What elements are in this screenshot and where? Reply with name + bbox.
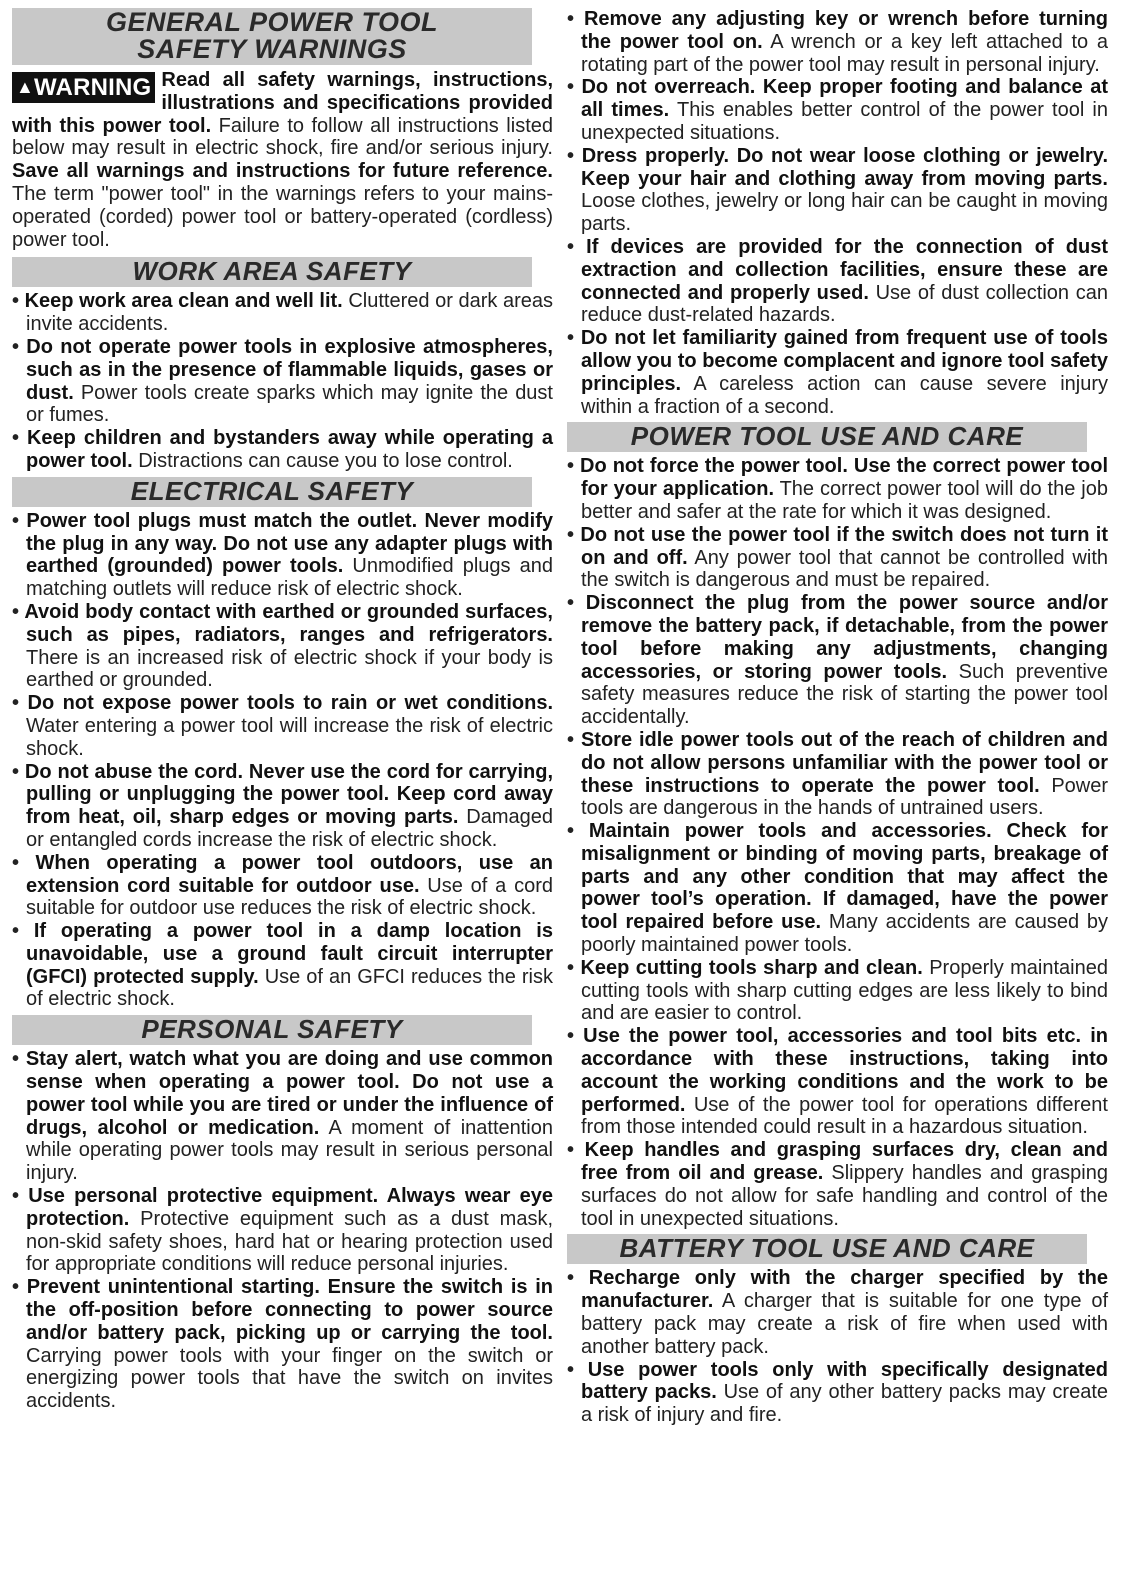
item-text: There is an increased risk of electric shock if your body is earthed or grounded. (26, 646, 553, 692)
electrical-list (12, 510, 553, 1012)
right-column (567, 8, 1108, 1591)
intro-bold: Read all safety warnings, instructions, illustrations and specifications provided with this power tool. (12, 69, 553, 137)
item-bold: Remove any adjusting key or wrench before turning the power tool on. (581, 8, 1108, 53)
item-text: Unmodified plugs and matching outlets will reduce risk of electric shock. (26, 555, 553, 601)
list-item: • Disconnect the plug from the power source and/or remove the battery pack, if detachable, from the power tool before making any adjustments, changing accessories, or storing power tools. Such preventive safety measures reduce the risk of starting the power tool accidentally. (567, 592, 1108, 729)
list-item: • Do not use the power tool if the switch does not turn it on and off. Any power tool that cannot be controlled with the switch is dangerous and must be repaired. (567, 523, 1109, 592)
work-area-heading: WORK AREA SAFETY (12, 257, 532, 287)
item-bold: Do not force the power tool. Use the correct power tool for your application. (580, 455, 1108, 501)
item-bold: When operating a power tool outdoors, use an extension cord suitable for outdoor use. (26, 851, 554, 897)
list-item: • Prevent unintentional starting. Ensure the switch is in the off-position before connecting to power source and/or battery pack, picking up or carrying the tool. Carrying power tools with your finger on the switch or energizing power tools that have the switch on invites accidents. (12, 1276, 553, 1413)
battery-list (567, 1267, 1108, 1427)
list-item: • Store idle power tools out of the reach of children and do not allow persons unfamiliar with the power tool or these instructions to operate the power tool. Power tools are dangerous in the hands of untrained users. (567, 728, 1109, 820)
item-bold: Do not use the power tool if the switch does not turn it on and off. (580, 523, 1109, 569)
list-item: • Use the power tool, accessories and tool bits etc. in accordance with these instructions, taking into account the working conditions and the work to be performed. Use of the power tool for operations different from those intended could result in a hazardous situation. (567, 1025, 1108, 1139)
item-bold: Do not overreach. Keep proper footing and balance at all times. (581, 76, 1108, 122)
item-bold: Do not abuse the cord. Never use the cord for carrying, pulling or unplugging the power tool. Keep cord away from heat, oil, sharp edges or moving parts. (24, 760, 554, 829)
item-text: Loose clothes, jewelry or long hair can be caught in moving parts. (581, 190, 1108, 236)
item-text: A wrench or a key left attached to a rotating part of the power tool may result in personal injury. (581, 30, 1108, 76)
list-item: • Keep handles and grasping surfaces dry, clean and free from oil and grease. Slippery handles and grasping surfaces do not allow for safe handling and control of the tool in unexpected situations. (567, 1139, 1108, 1230)
heading-line: GENERAL POWER TOOL (105, 7, 439, 37)
list-item: • Stay alert, watch what you are doing and use common sense when operating a power tool. Do not use a power tool while you are tired or under the influence of drugs, alcohol or medication. A moment of inattention while operating power tools may result in serious personal injury. (12, 1048, 553, 1185)
general-safety-heading (12, 8, 532, 65)
item-text: This enables better control of the power tool in unexpected situations. (581, 99, 1108, 144)
item-bold: Keep work area clean and well lit. (24, 290, 343, 313)
general-warning-intro (12, 69, 553, 251)
list-item: • Use power tools only with specifically designated battery packs. Use of any other battery packs may create a risk of injury and fire. (567, 1358, 1108, 1427)
personal-list (12, 1048, 553, 1413)
personal-continued-list (567, 8, 1108, 418)
intro-text: Failure to follow all instructions listed below may result in electric shock, fire and/or serious injury. (12, 114, 553, 160)
item-bold: If operating a power tool in a damp location is unavoidable, use a ground fault circuit interrupter (GFCI) protected supply. (26, 920, 553, 988)
item-text: The correct power tool will do the job better and safer at the rate for which it was designed. (581, 478, 1108, 523)
item-text: Power tools are dangerous in the hands of untrained users. (581, 774, 1109, 820)
warning-badge-label: WARNING (34, 74, 152, 101)
item-text: Many accidents are caused by poorly maintained power tools. (581, 911, 1109, 957)
electrical-safety-heading: ELECTRICAL SAFETY (12, 477, 532, 507)
list-item: • Use personal protective equipment. Always wear eye protection. Protective equipment such as a dust mask, non-skid safety shoes, hard hat or hearing protection used for appropriate conditions will reduce personal injuries. (12, 1185, 553, 1276)
battery-heading: BATTERY TOOL USE AND CARE (567, 1234, 1087, 1264)
item-text: Use of a cord suitable for outdoor use reduces the risk of electric shock. (26, 874, 553, 920)
item-bold: Maintain power tools and accessories. Check for misalignment or binding of moving parts, breakage of parts and any other condition that may affect the power tool’s operation. If damaged, have the power tool repaired before use. (581, 820, 1108, 934)
item-bold: Use power tools only with specifically designated battery packs. (581, 1358, 1108, 1404)
list-item: • Do not force the power tool. Use the correct power tool for your application. The correct power tool will do the job better and safer at the rate for which it was designed. (567, 455, 1108, 523)
item-text: A charger that is suitable for one type of battery pack may create a risk of fire when used with another battery pack. (581, 1290, 1108, 1358)
item-bold: Keep children and bystanders away while operating a power tool. (26, 427, 553, 472)
list-item: • Do not overreach. Keep proper footing and balance at all times. This enables better control of the power tool in unexpected situations. (567, 76, 1108, 144)
list-item: • If devices are provided for the connection of dust extraction and collection facilities, ensure these are connected and properly used. Use of dust collection can reduce dust-related hazards. (567, 235, 1108, 327)
item-text: Carrying power tools with your finger on the switch or energizing power tools that have the switch on invites accidents. (26, 1344, 553, 1413)
list-item: • Keep cutting tools sharp and clean. Properly maintained cutting tools with sharp cutting edges are less likely to bind and are easier to control. (567, 956, 1108, 1025)
item-bold: Keep handles and grasping surfaces dry, clean and free from oil and grease. (581, 1139, 1108, 1185)
list-item: • Remove any adjusting key or wrench before turning the power tool on. A wrench or a key left attached to a rotating part of the power tool may result in personal injury. (567, 8, 1108, 76)
item-bold: Disconnect the plug from the power source and/or remove the battery pack, if detachable, from the power tool before making any adjustments, changing accessories, or storing power tools. (581, 592, 1108, 683)
list-item: • Keep children and bystanders away while operating a power tool. Distractions can cause you to lose control. (12, 427, 553, 472)
list-item: • When operating a power tool outdoors, use an extension cord suitable for outdoor use. Use of a cord suitable for outdoor use reduces the risk of electric shock. (12, 851, 554, 920)
list-item: • Recharge only with the charger specified by the manufacturer. A charger that is suitable for one type of battery pack may create a risk of fire when used with another battery pack. (567, 1267, 1108, 1358)
list-item: • If operating a power tool in a damp location is unavoidable, use a ground fault circuit interrupter (GFCI) protected supply. Use of an GFCI reduces the risk of electric shock. (12, 920, 553, 1011)
item-text: Damaged or entangled cords increase the risk of electric shock. (26, 806, 554, 851)
item-text: Protective equipment such as a dust mask, non-skid safety shoes, hard hat or hearing protection used for appropriate conditions will reduce personal injuries. (26, 1207, 553, 1276)
item-text: A careless action can cause severe injury within a fraction of a second. (581, 372, 1108, 418)
item-bold: Use the power tool, accessories and tool bits etc. in accordance with these instructions, taking into account the working conditions and the work to be performed. (581, 1025, 1108, 1116)
item-text: A moment of inattention while operating power tools may result in serious personal injury. (26, 1116, 553, 1185)
item-bold: Power tool plugs must match the outlet. Never modify the plug in any way. Do not use any adapter plugs with earthed (grounded) power tools. (26, 509, 553, 578)
item-text: Power tools create sparks which may ignite the dust or fumes. (26, 381, 553, 427)
item-bold: Prevent unintentional starting. Ensure the switch is in the off-position before connecting to power source and/or battery pack, picking up or carrying the tool. (26, 1276, 553, 1344)
personal-safety-heading: PERSONAL SAFETY (12, 1015, 532, 1045)
item-bold: Avoid body contact with earthed or grounded surfaces, such as pipes, radiators, ranges and refrigerators. (24, 600, 553, 646)
item-text: Such preventive safety measures reduce the risk of starting the power tool accidentally. (581, 660, 1108, 729)
item-text: Use of dust collection can reduce dust-related hazards. (581, 281, 1108, 327)
tool-use-heading: POWER TOOL USE AND CARE (567, 422, 1087, 452)
item-text: Use of the power tool for operations different from those intended could result in a hazardous situation. (581, 1093, 1108, 1139)
item-bold: Do not expose power tools to rain or wet conditions. (27, 692, 553, 715)
list-item: • Keep work area clean and well lit. Cluttered or dark areas invite accidents. (12, 290, 554, 336)
item-text: Any power tool that cannot be controlled with the switch is dangerous and must be repaired. (581, 546, 1108, 592)
item-bold: Store idle power tools out of the reach of children and do not allow persons unfamiliar with the power tool or these instructions to operate the power tool. (580, 728, 1108, 797)
item-bold: Do not let familiarity gained from frequent use of tools allow you to become complacent and ignore tool safety principles. (580, 327, 1108, 395)
work-area-list (12, 290, 553, 472)
list-item: • Do not let familiarity gained from frequent use of tools allow you to become complacent and ignore tool safety principles. A careless action can cause severe injury within a fraction of a second. (567, 327, 1108, 418)
item-bold: Do not operate power tools in explosive atmospheres, such as in the presence of flammable liquids, gases or dust. (26, 335, 553, 404)
item-bold: Stay alert, watch what you are doing and use common sense when operating a power tool. Do not use a power tool while you are tired or under the influence of drugs, alcohol or medication. (25, 1048, 553, 1139)
item-bold: Dress properly. Do not wear loose clothing or jewelry. Keep your hair and clothing away from moving parts. (581, 144, 1109, 190)
list-item: • Dress properly. Do not wear loose clothing or jewelry. Keep your hair and clothing away from moving parts. Loose clothes, jewelry or long hair can be caught in moving parts. (567, 144, 1109, 236)
list-item: • Power tool plugs must match the outlet. Never modify the plug in any way. Do not use any adapter plugs with earthed (grounded) power tools. Unmodified plugs and matching outlets will reduce risk of electric shock. (12, 509, 553, 601)
item-text: Slippery handles and grasping surfaces do not allow for safe handling and control of the tool in unexpected situations. (581, 1162, 1108, 1230)
tool-use-list (567, 455, 1108, 1230)
item-text: Water entering a power tool will increase the risk of electric shock. (26, 714, 553, 760)
warning-triangle-icon: ▲ (16, 77, 35, 97)
item-text: Distractions can cause you to lose control. (132, 449, 513, 472)
item-text: Use of any other battery packs may create a risk of injury and fire. (581, 1381, 1108, 1427)
item-bold: Use personal protective equipment. Always wear eye protection. (26, 1185, 553, 1230)
list-item: • Do not operate power tools in explosive atmospheres, such as in the presence of flammable liquids, gases or dust. Power tools create sparks which may ignite the dust or fumes. (12, 335, 553, 427)
list-item: • Do not abuse the cord. Never use the cord for carrying, pulling or unplugging the power tool. Keep cord away from heat, oil, sharp edges or moving parts. Damaged or entangled cords increase the risk of electric shock. (12, 760, 554, 851)
intro-bold: Save all warnings and instructions for future reference. (12, 160, 553, 183)
item-text: Cluttered or dark areas invite accidents. (26, 290, 554, 336)
list-item: • Avoid body contact with earthed or grounded surfaces, such as pipes, radiators, ranges and refrigerators. There is an increased risk of electric shock if your body is earthed or grounded. (12, 600, 553, 692)
heading-line: SAFETY WARNINGS (137, 34, 407, 64)
item-bold: Keep cutting tools sharp and clean. (580, 956, 923, 979)
item-bold: Recharge only with the charger specified by the manufacturer. (581, 1267, 1108, 1313)
item-bold: If devices are provided for the connection of dust extraction and collection facilities, ensure these are connected and properly used. (581, 235, 1108, 304)
list-item: • Maintain power tools and accessories. Check for misalignment or binding of moving parts, breakage of parts and any other condition that may affect the power tool’s operation. If damaged, have the power tool repaired before use. Many accidents are caused by poorly maintained power tools. (567, 820, 1109, 957)
list-item: • Do not expose power tools to rain or wet conditions. Water entering a power tool will increase the risk of electric shock. (12, 692, 553, 760)
item-text: Properly maintained cutting tools with sharp cutting edges are less likely to bind and are easier to control. (581, 956, 1108, 1025)
warning-badge (12, 72, 155, 103)
item-text: Use of an GFCI reduces the risk of electric shock. (26, 965, 553, 1011)
intro-text: The term "power tool" in the warnings refers to your mains-operated (corded) power tool or battery-operated (cordless) power tool. (12, 182, 553, 251)
left-column (12, 8, 553, 1591)
